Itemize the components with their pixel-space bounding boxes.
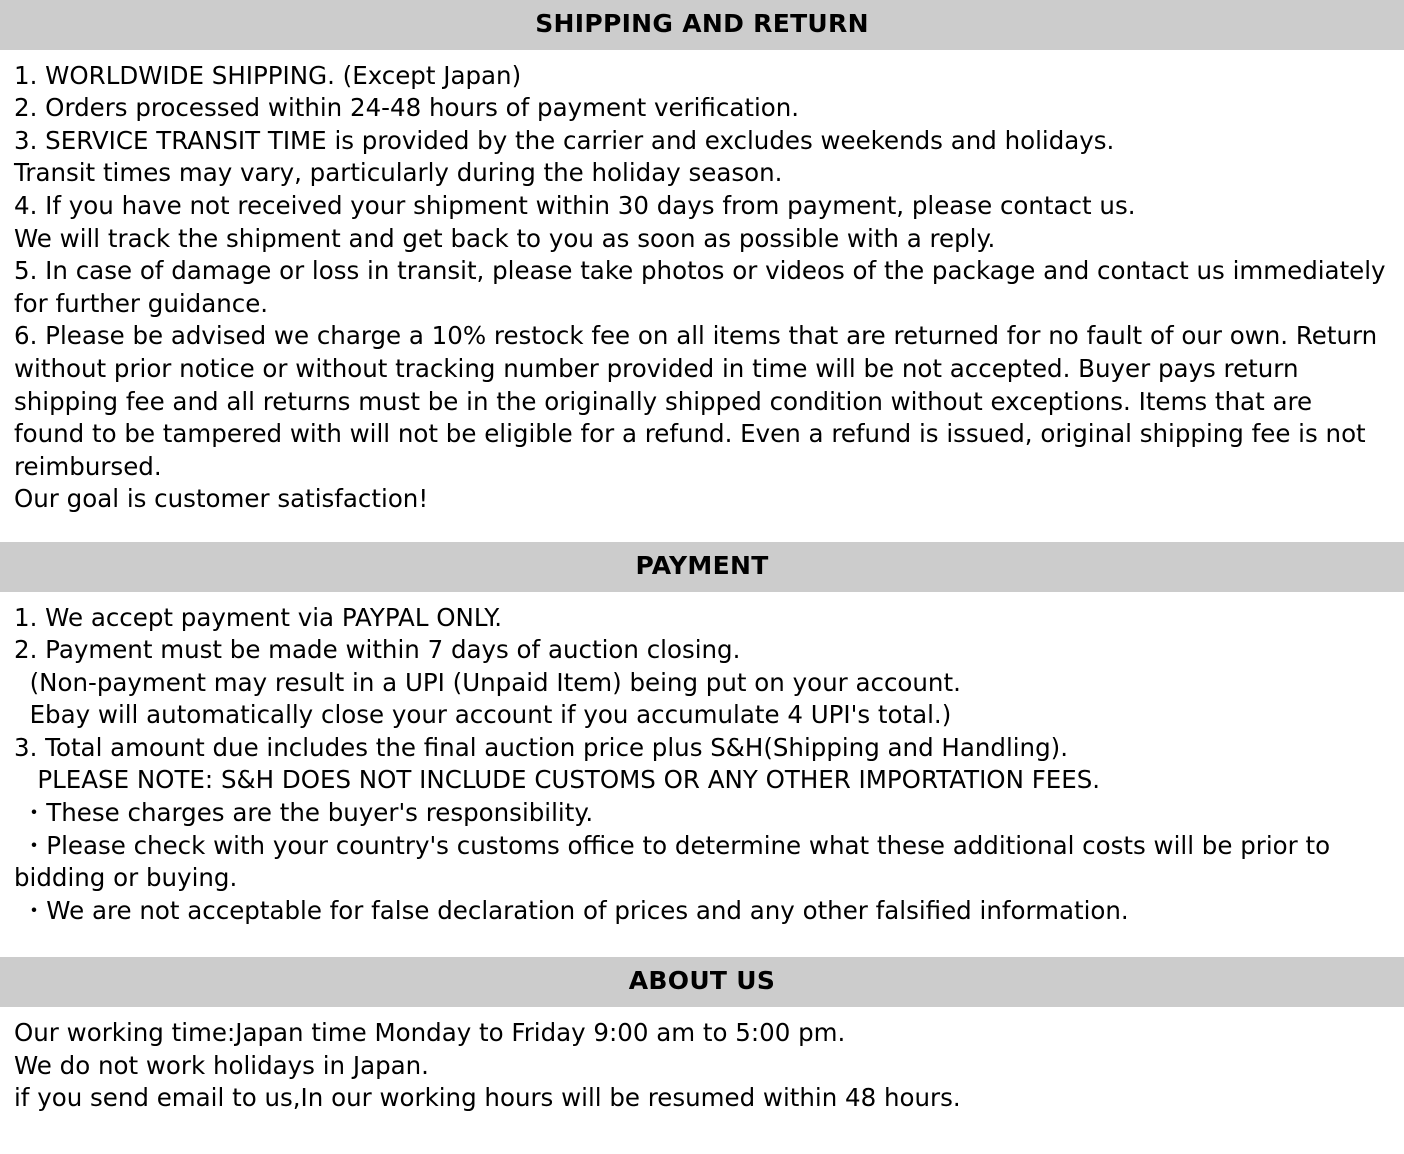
policy-line: 6. Please be advised we charge a 10% restock fee on all items that are returned for no fault of our own. Return without prior notice or without tracking number provided in time will be not accepted. Buyer pays return shipping fee and all returns must be in the originally shipped condition without exceptions. Items that are found to be tampered with will not be eligible for a refund. Even a refund is issued, original shipping fee is not reimbursed. <box>14 321 1385 481</box>
policy-line: 3. Total amount due includes the final auction price plus S&H(Shipping and Handling). <box>14 732 1068 762</box>
policy-line: 1. We accept payment via PAYPAL ONLY. <box>14 602 503 632</box>
policy-line: Transit times may vary, particularly during the holiday season. <box>14 158 783 188</box>
section-header-about-us: ABOUT US <box>0 957 1404 1007</box>
policy-line: Ebay will automatically close your account if you accumulate 4 UPI's total.) <box>14 700 952 730</box>
policy-line: 2. Orders processed within 24-48 hours of payment verification. <box>14 93 800 123</box>
policy-line: Our working time:Japan time Monday to Friday 9:00 am to 5:00 pm. <box>14 1018 846 1048</box>
section-body-payment <box>0 592 1404 940</box>
policy-line: We will track the shipment and get back to you as soon as possible with a reply. <box>14 223 996 253</box>
policy-line: 4. If you have not received your shipment within 30 days from payment, please contact us. <box>14 191 1136 221</box>
policy-line: ・Please check with your country's customs office to determine what these additional costs will be prior to bidding or buying. <box>14 830 1338 893</box>
policy-line: if you send email to us,In our working hours will be resumed within 48 hours. <box>14 1083 961 1113</box>
section-divider-spacer <box>0 939 1404 957</box>
policy-line: 5. In case of damage or loss in transit, please take photos or videos of the package and contact us immediately for further guidance. <box>14 256 1394 318</box>
section-body-about-us <box>0 1007 1404 1127</box>
section-divider-spacer <box>0 528 1404 542</box>
policy-line: ・We are not acceptable for false declaration of prices and any other falsified information. <box>14 895 1129 925</box>
policy-line: 1. WORLDWIDE SHIPPING. (Except Japan) <box>14 60 522 90</box>
policy-line: (Non-payment may result in a UPI (Unpaid Item) being put on your account. <box>14 667 961 697</box>
page-bottom-spacer <box>0 1127 1404 1153</box>
policy-line: Our goal is customer satisfaction! <box>14 484 429 514</box>
policy-line: ・These charges are the buyer's responsibility. <box>14 798 594 828</box>
policy-line: 3. SERVICE TRANSIT TIME is provided by the carrier and excludes weekends and holidays. <box>14 125 1115 155</box>
policy-line: PLEASE NOTE: S&H DOES NOT INCLUDE CUSTOMS OR ANY OTHER IMPORTATION FEES. <box>14 765 1101 795</box>
section-body-shipping-and-return <box>0 50 1404 528</box>
policy-line: We do not work holidays in Japan. <box>14 1050 429 1080</box>
policy-line: 2. Payment must be made within 7 days of auction closing. <box>14 635 741 665</box>
section-header-shipping-and-return: SHIPPING AND RETURN <box>0 0 1404 50</box>
section-header-payment: PAYMENT <box>0 542 1404 592</box>
